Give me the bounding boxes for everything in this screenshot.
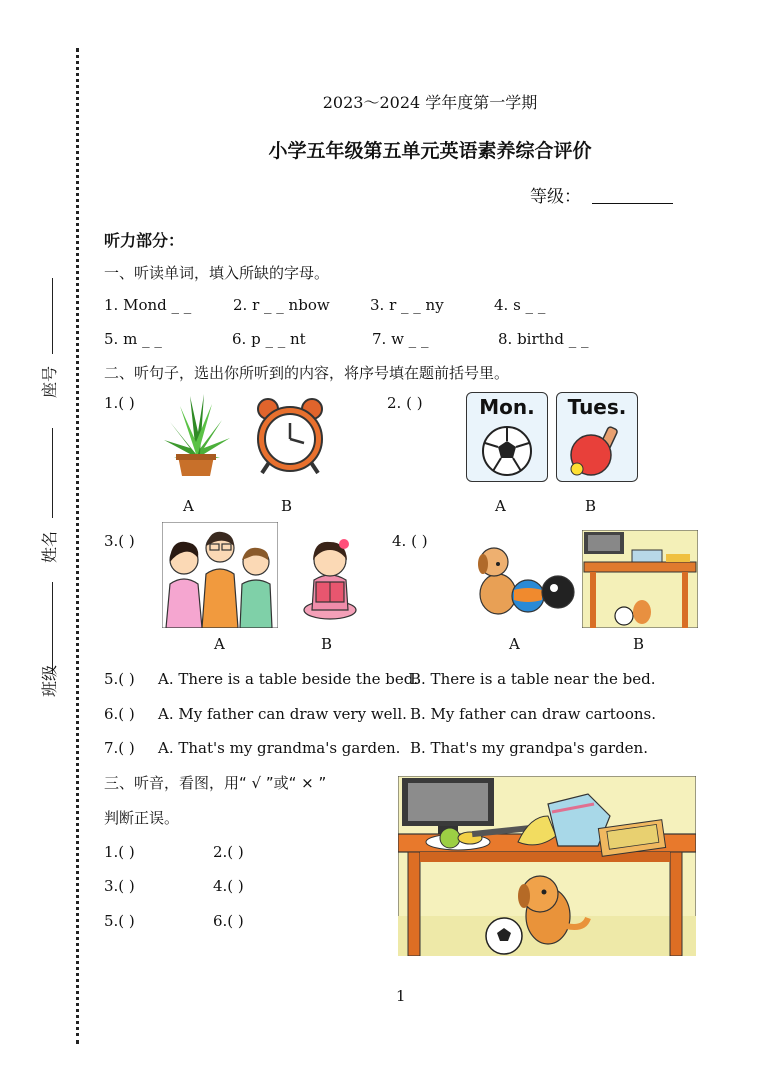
q7-option-a: A. That's my grandma's garden. <box>158 739 401 757</box>
page-number: 1 <box>396 987 406 1005</box>
q6-option-b: B. My father can draw cartoons. <box>410 705 656 723</box>
q6-bracket[interactable]: 6.( ) <box>104 705 135 723</box>
option-a-label: A <box>495 497 506 515</box>
option-a-label: A <box>214 635 225 653</box>
word-item[interactable]: 5. m _ _ <box>104 330 162 348</box>
word-item[interactable]: 6. p _ _ nt <box>232 330 306 348</box>
part1-instruction: 一、听读单词，填入所缺的字母。 <box>104 264 330 282</box>
page-title: 小学五年级第五单元英语素养综合评价 <box>268 140 592 162</box>
judge-item[interactable]: 5.( ) <box>104 912 135 930</box>
part3-instruction-line2: 判断正误。 <box>104 809 180 827</box>
soccer-ball-icon <box>479 425 535 477</box>
table-scene-image <box>582 530 698 628</box>
q3-bracket[interactable]: 3.( ) <box>104 532 135 550</box>
q5-option-a: A. There is a table beside the bed. <box>158 670 419 688</box>
word-item[interactable]: 7. w _ _ <box>372 330 429 348</box>
q1-bracket[interactable]: 1.( ) <box>104 394 135 412</box>
word-item[interactable]: 2. r _ _ nbow <box>233 296 330 314</box>
option-b-label: B <box>585 497 597 515</box>
option-b-label: B <box>321 635 333 653</box>
listening-heading: 听力部分： <box>104 231 185 250</box>
word-item[interactable]: 1. Mond _ _ <box>104 296 192 314</box>
judge-item[interactable]: 2.( ) <box>213 843 244 861</box>
q4-bracket[interactable]: 4. ( ) <box>392 532 428 550</box>
option-a-label: A <box>509 635 520 653</box>
monday-label: Mon. <box>479 395 535 419</box>
grade-blank[interactable] <box>592 203 673 204</box>
tuesday-label: Tues. <box>567 395 627 419</box>
q5-option-b: B. There is a table near the bed. <box>410 670 656 688</box>
option-b-label: B <box>281 497 293 515</box>
monday-card <box>466 392 548 482</box>
dog-with-balls-image <box>470 544 578 616</box>
option-a-label: A <box>183 497 194 515</box>
alarm-clock-image <box>252 395 328 475</box>
judge-item[interactable]: 4.( ) <box>213 877 244 895</box>
judge-item[interactable]: 6.( ) <box>213 912 244 930</box>
word-item[interactable]: 8. birthd _ _ <box>498 330 589 348</box>
q2-bracket[interactable]: 2. ( ) <box>387 394 423 412</box>
q7-bracket[interactable]: 7.( ) <box>104 739 135 757</box>
girl-reading-image <box>302 536 358 620</box>
q5-bracket[interactable]: 5.( ) <box>104 670 135 688</box>
ping-pong-paddle-icon <box>565 423 629 479</box>
word-item[interactable]: 4. s _ _ <box>494 296 546 314</box>
part3-instruction: 三、听音，看图，用“ √ ”或“ × ” <box>104 774 327 792</box>
part2-instruction: 二、听句子，选出你所听到的内容，将序号填在题前括号里。 <box>104 364 510 382</box>
tuesday-card <box>556 392 638 482</box>
class-blank-line <box>52 582 53 674</box>
grade-label: 等级： <box>530 187 581 207</box>
name-label: 姓名 <box>40 530 59 563</box>
school-year: 2023～2024 学年度第一学期 <box>322 93 538 112</box>
name-blank-line <box>52 428 53 518</box>
class-label: 班级 <box>40 664 59 697</box>
potted-plant-image <box>160 392 232 478</box>
seat-blank-line <box>52 278 53 354</box>
binding-dotted-line <box>76 48 79 1044</box>
judge-item[interactable]: 3.( ) <box>104 877 135 895</box>
seat-label: 座号 <box>40 365 59 398</box>
family-talking-image <box>162 522 278 628</box>
q6-option-a: A. My father can draw very well. <box>158 705 407 723</box>
judge-item[interactable]: 1.( ) <box>104 843 135 861</box>
option-b-label: B <box>633 635 645 653</box>
room-scene-image <box>398 776 696 956</box>
q7-option-b: B. That's my grandpa's garden. <box>410 739 648 757</box>
word-item[interactable]: 3. r _ _ ny <box>370 296 444 314</box>
